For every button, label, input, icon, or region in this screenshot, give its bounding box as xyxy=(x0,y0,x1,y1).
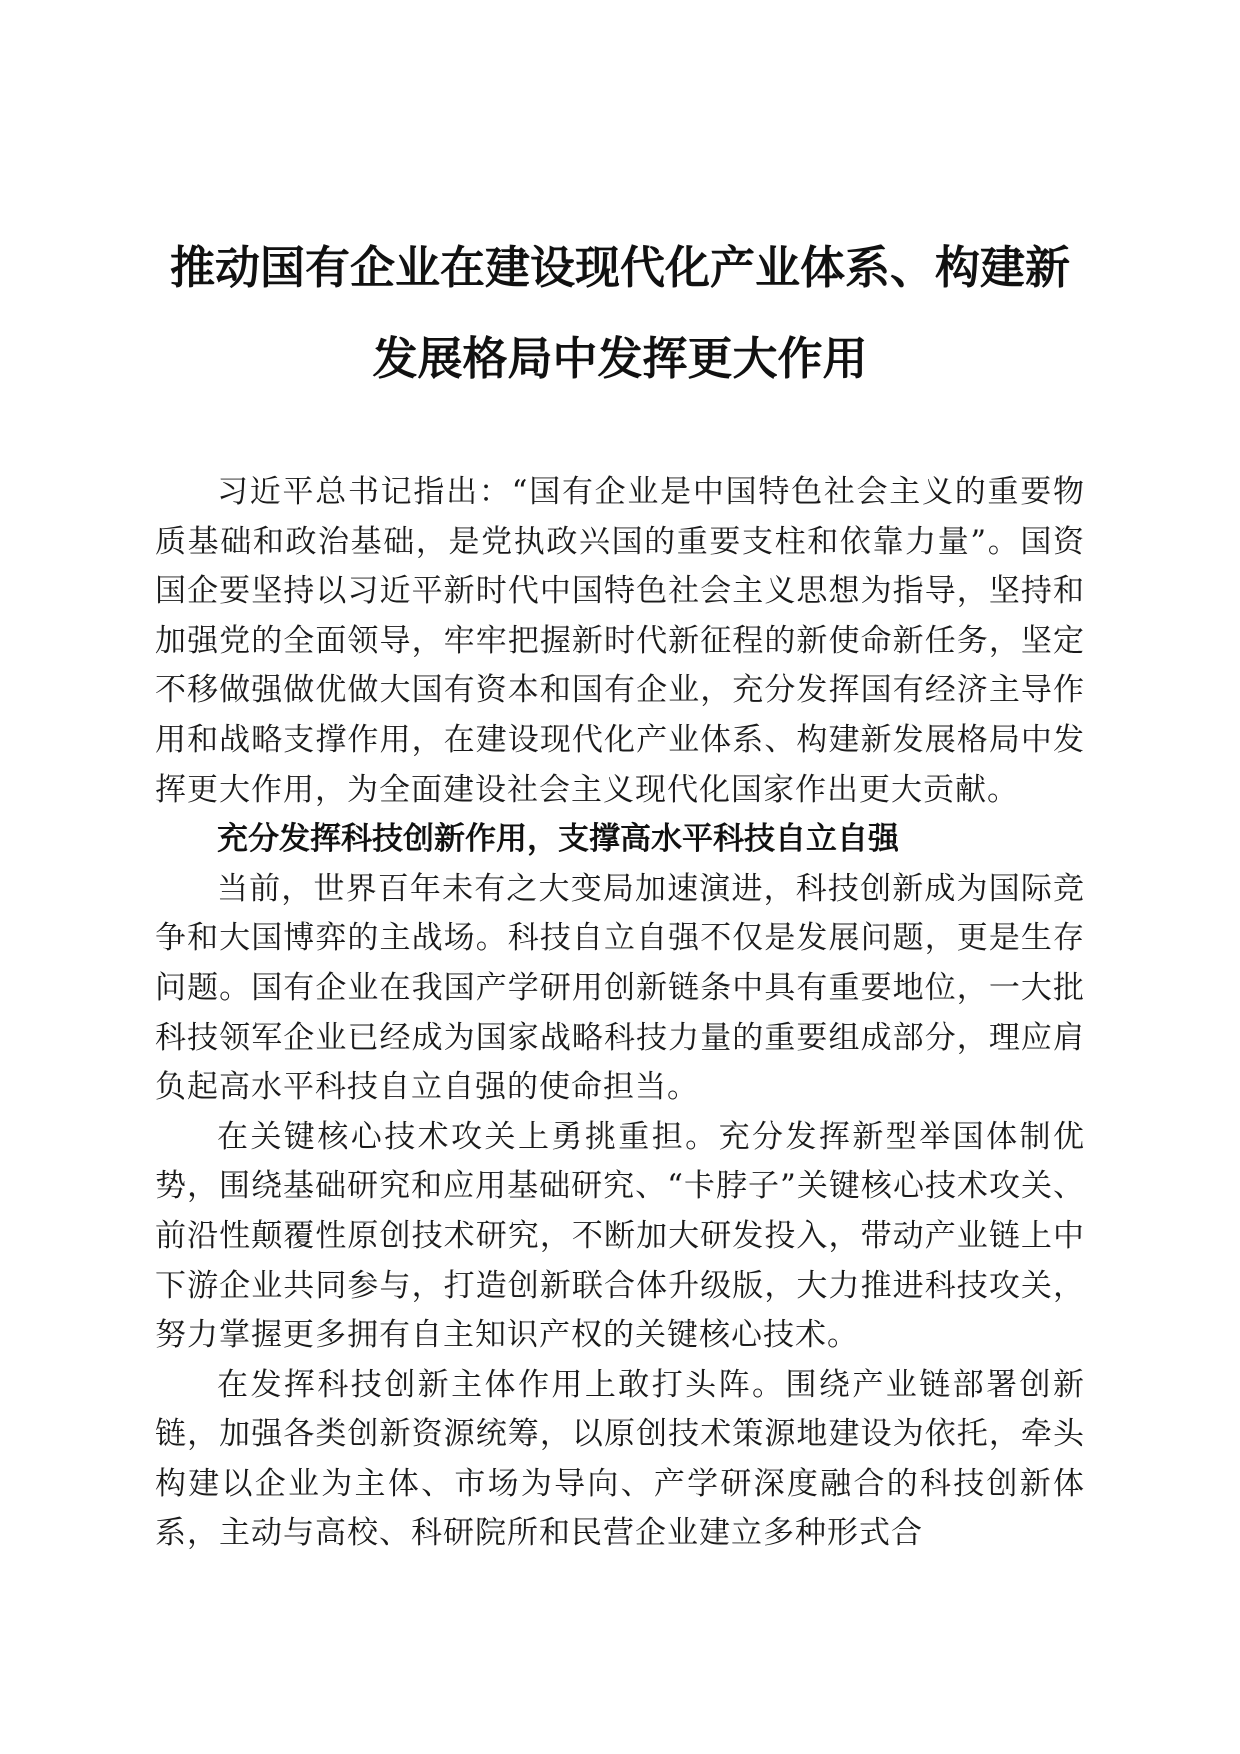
title-line: 发展格局中发挥更大作用 xyxy=(372,332,868,385)
intro-paragraph: 习近平总书记指出：“国有企业是中国特色社会主义的重要物质基础和政治基础，是党执政兴国的重要支柱和依靠力量”。国资国企要坚持以习近平新时代中国特色社会主义思想为指导，坚持和加强党的全面领导，牢牢把握新时代新征程的新使命新任务，坚定不移做强做优做大国有资本和国有企业，充分发挥国有经济主导作用和战略支撑作用，在建设现代化产业体系、构建新发展格局中发挥更大作用，为全面建设社会主义现代化国家作出更大贡献。 xyxy=(155,474,1085,808)
section-heading: 充分发挥科技创新作用，支撑高水平科技自立自强 xyxy=(217,821,899,858)
document-body xyxy=(155,468,1085,1559)
document-title xyxy=(140,222,1100,404)
body-paragraph: 在发挥科技创新主体作用上敢打头阵。围绕产业链部署创新链，加强各类创新资源统筹，以原创技术策源地建设为依托，牵头构建以企业为主体、市场为导向、产学研深度融合的科技创新体系，主动与高校、科研院所和民营企业建立多种形式合 xyxy=(155,1366,1085,1552)
body-paragraph: 在关键核心技术攻关上勇挑重担。充分发挥新型举国体制优势，围绕基础研究和应用基础研究、“卡脖子”关键核心技术攻关、前沿性颠覆性原创技术研究，不断加大研发投入，带动产业链上中下游企业共同参与，打造创新联合体升级版，大力推进科技攻关，努力掌握更多拥有自主知识产权的关键核心技术。 xyxy=(155,1118,1085,1354)
body-paragraph: 当前，世界百年未有之大变局加速演进，科技创新成为国际竞争和大国博弈的主战场。科技自立自强不仅是发展问题，更是生存问题。国有企业在我国产学研用创新链条中具有重要地位，一大批科技领军企业已经成为国家战略科技力量的重要组成部分，理应肩负起高水平科技自立自强的使命担当。 xyxy=(155,870,1085,1106)
title-line: 推动国有企业在建设现代化产业体系、构建新 xyxy=(169,241,1070,294)
